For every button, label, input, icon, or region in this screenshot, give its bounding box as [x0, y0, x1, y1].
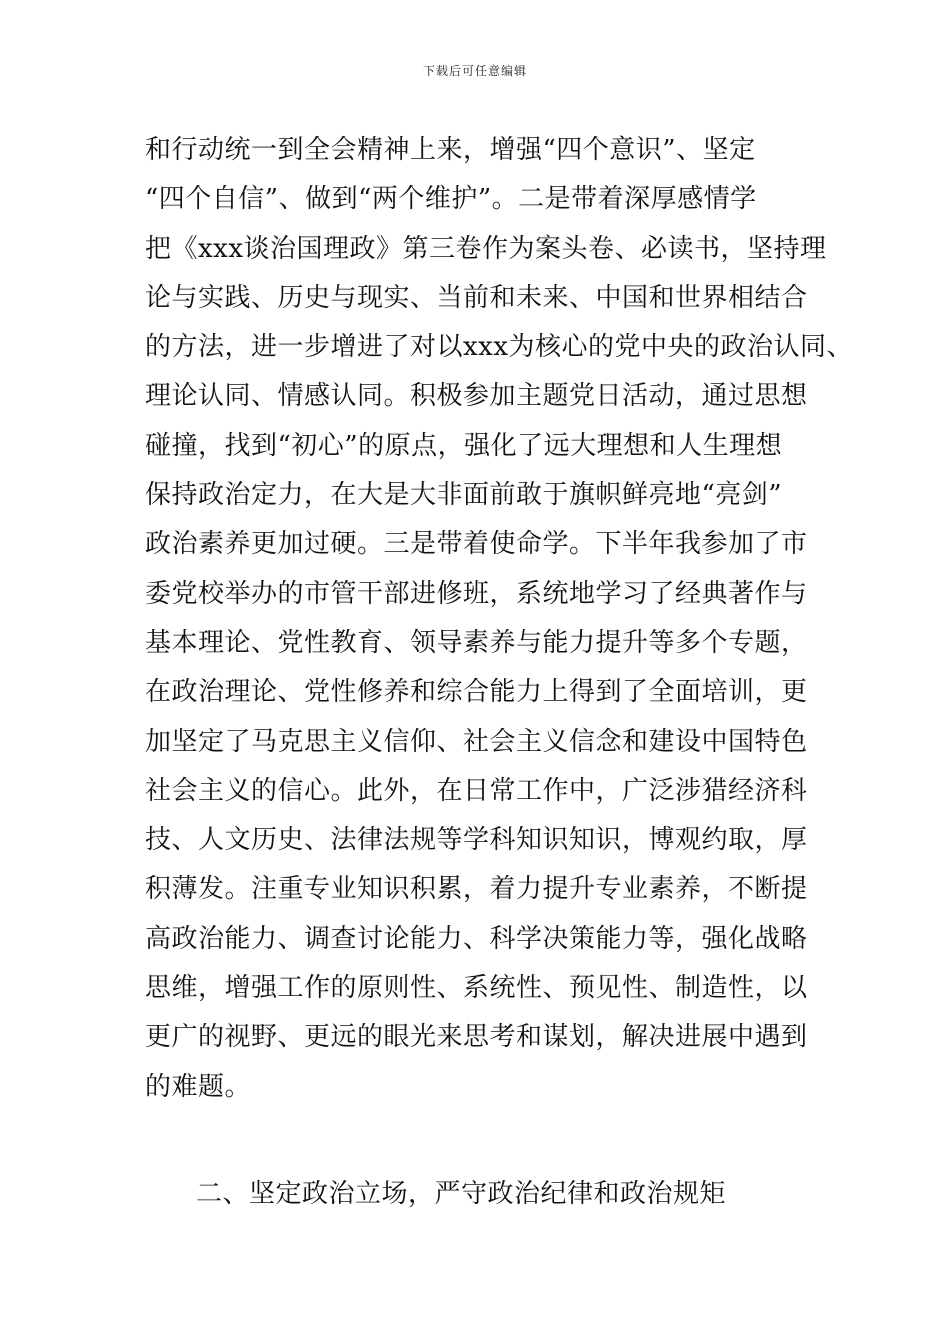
paragraph-line: 理论认同、情感认同。积极参加主题党日活动，通过思想 — [145, 381, 808, 412]
paragraph-line: 委党校举办的市管干部进修班，系统地学习了经典著作与 — [145, 578, 808, 609]
paragraph-line: 社会主义的信心。此外，在日常工作中，广泛涉猎经济科 — [145, 775, 808, 806]
paragraph-line: “四个自信”、做到“两个维护”。二是带着深厚感情学 — [145, 184, 757, 215]
paragraph-line: 把《xxx谈治国理政》第三卷作为案头卷、必读书，坚持理 — [145, 233, 827, 264]
paragraph-line: 基本理论、党性教育、领导素养与能力提升等多个专题， — [145, 627, 808, 658]
paragraph-line: 在政治理论、党性修养和综合能力上得到了全面培训，更 — [145, 677, 808, 708]
paragraph-line: 保持政治定力，在大是大非面前敢于旗帜鲜亮地“亮剑” — [145, 480, 783, 511]
page-header: 下载后可任意编辑 — [422, 64, 527, 78]
paragraph-line: 论与实践、历史与现实、当前和未来、中国和世界相结合 — [145, 282, 808, 313]
body-paragraph — [145, 126, 853, 1112]
paragraph-line: 加坚定了马克思主义信仰、社会主义信念和建设中国特色 — [145, 726, 808, 757]
section-heading: 二、坚定政治立场，严守政治纪律和政治规矩 — [196, 1179, 727, 1209]
paragraph-line: 思维，增强工作的原则性、系统性、预见性、制造性，以 — [145, 973, 808, 1004]
paragraph-line: 政治素养更加过硬。三是带着使命学。下半年我参加了市 — [145, 529, 808, 560]
paragraph-line: 高政治能力、调查讨论能力、科学决策能力等，强化战略 — [145, 923, 808, 954]
paragraph-line: 的方法，进一步增进了对以xxx为核心的党中央的政治认同、 — [145, 332, 853, 363]
paragraph-line: 技、人文历史、法律法规等学科知识知识，博观约取，厚 — [145, 825, 808, 856]
paragraph-line: 的难题。 — [145, 1071, 252, 1102]
paragraph-line: 和行动统一到全会精神上来，增强“四个意识”、坚定 — [145, 135, 756, 165]
paragraph-line: 积薄发。注重专业知识积累，着力提升专业素养，不断提 — [145, 874, 808, 905]
paragraph-line: 更广的视野、更远的眼光来思考和谋划，解决进展中遇到 — [145, 1022, 808, 1053]
paragraph-line: 碰撞，找到“初心”的原点，强化了远大理想和人生理想 — [145, 430, 783, 461]
